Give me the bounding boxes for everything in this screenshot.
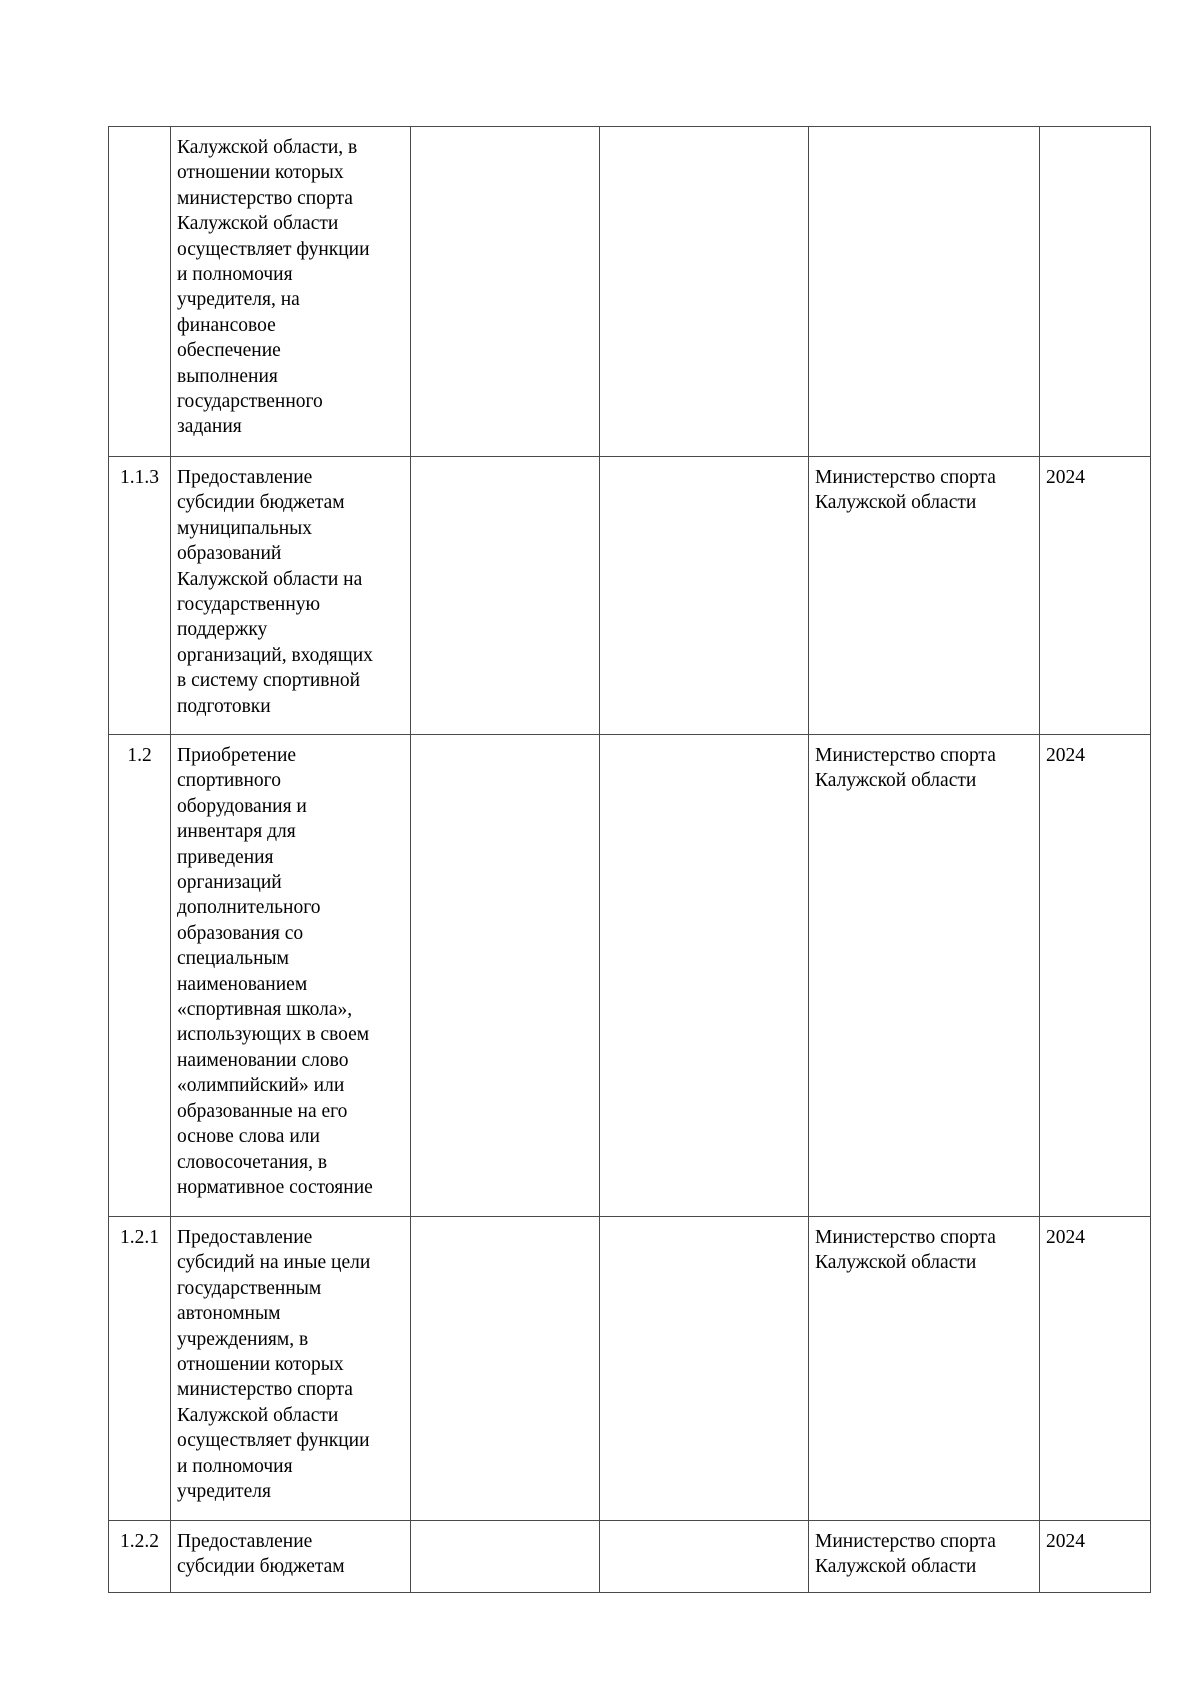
row-number: 1.2.1	[109, 1217, 171, 1521]
empty-cell	[600, 735, 809, 1217]
empty-cell	[600, 457, 809, 735]
table-row	[109, 1521, 1151, 1593]
empty-cell	[411, 1521, 600, 1593]
row-number: 1.1.3	[109, 457, 171, 735]
empty-cell	[411, 127, 600, 457]
measure-description: Приобретение спортивного оборудования и инвентаря для приведения организаций дополнительного образования со специальным наименованием «спортивная школа», использующих в своем наименовании слово «олимпийский» или образованные на его основе слова или словосочетания, в нормативное состояние	[171, 735, 411, 1217]
row-number: 1.2.2	[109, 1521, 171, 1593]
table-row	[109, 127, 1151, 457]
table-row	[109, 1217, 1151, 1521]
implementation-year	[1040, 127, 1151, 457]
measure-description: Предоставление субсидии бюджетам муниципальных образований Калужской области на государственную поддержку организаций, входящих в систему спортивной подготовки	[171, 457, 411, 735]
measure-description: Калужской области, в отношении которых министерство спорта Калужской области осуществляет функции и полномочия учредителя, на финансовое обеспечение выполнения государственного задания	[171, 127, 411, 457]
implementation-year: 2024	[1040, 1217, 1151, 1521]
responsible-executor: Министерство спорта Калужской области	[809, 735, 1040, 1217]
empty-cell	[411, 457, 600, 735]
responsible-executor: Министерство спорта Калужской области	[809, 457, 1040, 735]
responsible-executor: Министерство спорта Калужской области	[809, 1521, 1040, 1593]
row-number: 1.2	[109, 735, 171, 1217]
implementation-year: 2024	[1040, 735, 1151, 1217]
empty-cell	[600, 127, 809, 457]
empty-cell	[600, 1521, 809, 1593]
table-row	[109, 457, 1151, 735]
implementation-year: 2024	[1040, 1521, 1151, 1593]
measure-description: Предоставление субсидий на иные цели государственным автономным учреждениям, в отношении которых министерство спорта Калужской области осуществляет функции и полномочия учредителя	[171, 1217, 411, 1521]
responsible-executor: Министерство спорта Калужской области	[809, 1217, 1040, 1521]
table-row	[109, 735, 1151, 1217]
measures-table	[108, 126, 1151, 1593]
empty-cell	[411, 735, 600, 1217]
responsible-executor	[809, 127, 1040, 457]
empty-cell	[411, 1217, 600, 1521]
implementation-year: 2024	[1040, 457, 1151, 735]
row-number	[109, 127, 171, 457]
measure-description: Предоставление субсидии бюджетам	[171, 1521, 411, 1593]
empty-cell	[600, 1217, 809, 1521]
